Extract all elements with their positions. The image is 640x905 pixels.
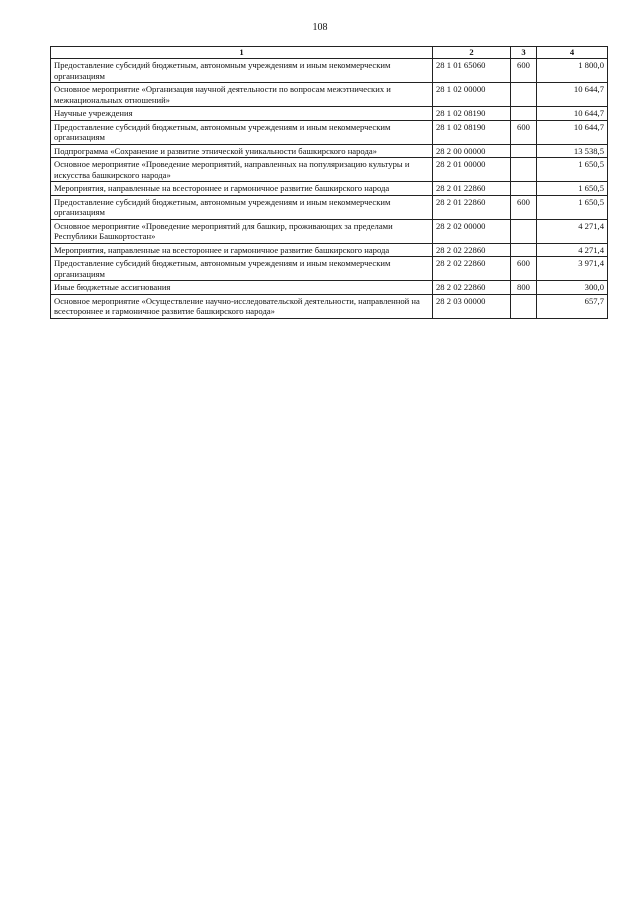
table-row — [51, 120, 608, 144]
cell-code: 28 2 02 00000 — [433, 219, 511, 243]
cell-type — [511, 83, 537, 107]
table-row — [51, 243, 608, 257]
cell-code: 28 2 03 00000 — [433, 294, 511, 318]
cell-sum: 10 644,7 — [537, 107, 608, 121]
cell-name: Иные бюджетные ассигнования — [51, 281, 433, 295]
cell-code: 28 1 02 08190 — [433, 120, 511, 144]
cell-code: 28 2 01 22860 — [433, 182, 511, 196]
cell-sum: 1 800,0 — [537, 59, 608, 83]
cell-code: 28 1 01 65060 — [433, 59, 511, 83]
header-name: 1 — [51, 47, 433, 59]
cell-type: 800 — [511, 281, 537, 295]
cell-sum: 3 971,4 — [537, 257, 608, 281]
table-row — [51, 219, 608, 243]
cell-type — [511, 144, 537, 158]
cell-name: Основное мероприятие «Организация научной деятельности по вопросам межэтнических и межнациональных отношений» — [51, 83, 433, 107]
cell-code: 28 2 02 22860 — [433, 243, 511, 257]
cell-sum: 4 271,4 — [537, 243, 608, 257]
cell-type: 600 — [511, 257, 537, 281]
cell-name: Подпрограмма «Сохранение и развитие этнической уникальности башкирского народа» — [51, 144, 433, 158]
cell-type — [511, 107, 537, 121]
cell-code: 28 1 02 00000 — [433, 83, 511, 107]
cell-type: 600 — [511, 195, 537, 219]
cell-sum: 1 650,5 — [537, 158, 608, 182]
cell-name: Научные учреждения — [51, 107, 433, 121]
cell-sum: 10 644,7 — [537, 120, 608, 144]
cell-sum: 657,7 — [537, 294, 608, 318]
cell-name: Предоставление субсидий бюджетным, автономным учреждениям и иным некоммерческим организациям — [51, 59, 433, 83]
page-number: 108 — [312, 22, 328, 33]
table-row — [51, 107, 608, 121]
table-body — [51, 59, 608, 319]
cell-code: 28 2 01 00000 — [433, 158, 511, 182]
cell-name: Мероприятия, направленные на всестороннее и гармоничное развитие башкирского народа — [51, 182, 433, 196]
cell-type — [511, 294, 537, 318]
cell-type: 600 — [511, 120, 537, 144]
table-row — [51, 144, 608, 158]
cell-sum: 300,0 — [537, 281, 608, 295]
table-row — [51, 281, 608, 295]
header-code: 2 — [433, 47, 511, 59]
cell-type — [511, 219, 537, 243]
cell-code: 28 2 02 22860 — [433, 281, 511, 295]
cell-code: 28 2 00 00000 — [433, 144, 511, 158]
cell-name: Предоставление субсидий бюджетным, автономным учреждениям и иным некоммерческим организациям — [51, 120, 433, 144]
table-row — [51, 182, 608, 196]
table-header-row — [51, 47, 608, 59]
cell-sum: 10 644,7 — [537, 83, 608, 107]
cell-name: Основное мероприятие «Проведение мероприятий для башкир, проживающих за пределами Республики Башкортостан» — [51, 219, 433, 243]
header-sum: 4 — [537, 47, 608, 59]
table-row — [51, 158, 608, 182]
cell-sum: 4 271,4 — [537, 219, 608, 243]
cell-sum: 13 538,5 — [537, 144, 608, 158]
cell-type — [511, 243, 537, 257]
table-row — [51, 59, 608, 83]
cell-sum: 1 650,5 — [537, 195, 608, 219]
cell-code: 28 2 01 22860 — [433, 195, 511, 219]
cell-name: Предоставление субсидий бюджетным, автономным учреждениям и иным некоммерческим организациям — [51, 257, 433, 281]
cell-type — [511, 182, 537, 196]
cell-code: 28 1 02 08190 — [433, 107, 511, 121]
header-type: 3 — [511, 47, 537, 59]
cell-code: 28 2 02 22860 — [433, 257, 511, 281]
table-row — [51, 257, 608, 281]
cell-name: Предоставление субсидий бюджетным, автономным учреждениям и иным некоммерческим организациям — [51, 195, 433, 219]
cell-name: Основное мероприятие «Осуществление научно-исследовательской деятельности, направленной на всестороннее и гармоничное развитие башкирского народа» — [51, 294, 433, 318]
table-row — [51, 195, 608, 219]
cell-sum: 1 650,5 — [537, 182, 608, 196]
table-row — [51, 83, 608, 107]
budget-table — [50, 46, 608, 319]
cell-name: Мероприятия, направленные на всестороннее и гармоничное развитие башкирского народа — [51, 243, 433, 257]
cell-name: Основное мероприятие «Проведение мероприятий, направленных на популяризацию культуры и искусства башкирского народа» — [51, 158, 433, 182]
cell-type — [511, 158, 537, 182]
cell-type: 600 — [511, 59, 537, 83]
table-row — [51, 294, 608, 318]
